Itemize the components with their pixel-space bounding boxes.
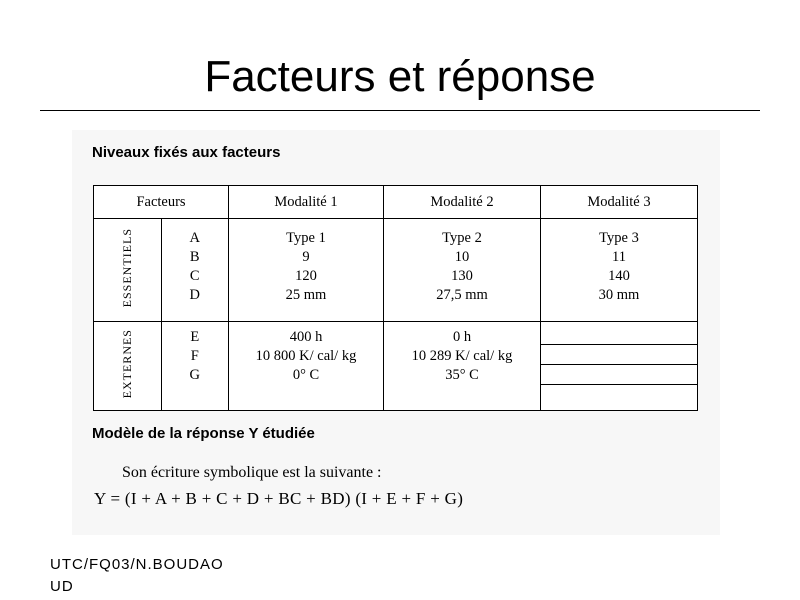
group-label-cell — [94, 219, 162, 322]
modalite-2-cell — [384, 219, 541, 322]
section-heading-model: Modèle de la réponse Y étudiée — [92, 425, 315, 442]
factors-table — [93, 185, 698, 411]
modalite-1-cell — [229, 322, 384, 411]
table-value: 27,5 mm — [436, 287, 488, 303]
factor-letter: G — [189, 367, 200, 383]
table-value: Type 1 — [286, 230, 326, 246]
table-value: 9 — [302, 249, 310, 265]
modalite-3-empty-cell — [541, 322, 698, 411]
empty-row-line — [541, 344, 697, 345]
modalite-3-cell — [541, 219, 698, 322]
table-value: 10 289 K/ cal/ kg — [411, 348, 513, 364]
response-formula: Y = (I + A + B + C + D + BC + BD) (I + E + F + G) — [94, 489, 464, 508]
table-value: 0° C — [292, 367, 320, 383]
table-value: 400 h — [289, 329, 323, 345]
footer-author: UTC/FQ03/N.BOUDAOUD — [50, 556, 224, 595]
table-value: 30 mm — [598, 287, 640, 303]
group-label-externes: EXTERNES — [119, 328, 134, 399]
title-divider — [40, 110, 760, 111]
table-row-externes — [94, 322, 698, 411]
formula-intro: Son écriture symbolique est la suivante : — [122, 464, 382, 481]
table-value: 10 800 K/ cal/ kg — [255, 348, 357, 364]
factor-letter: D — [189, 287, 200, 303]
factor-letter: B — [189, 249, 200, 265]
table-value: 10 — [454, 249, 470, 265]
group-label-essentiels: ESSENTIELS — [119, 227, 134, 308]
factor-letters-cell — [161, 322, 229, 411]
modalite-1-cell — [229, 219, 384, 322]
table-value: 25 mm — [285, 287, 327, 303]
header-modalite-1: Modalité 1 — [229, 186, 384, 219]
factor-letter: A — [189, 230, 200, 246]
table-value: Type 3 — [599, 230, 639, 246]
table-value: 130 — [451, 268, 473, 284]
factor-letter: C — [189, 268, 200, 284]
table-value: 0 h — [452, 329, 472, 345]
factor-letter: E — [190, 329, 200, 345]
table-value: Type 2 — [442, 230, 482, 246]
header-facteurs: Facteurs — [94, 186, 229, 219]
header-modalite-3: Modalité 3 — [541, 186, 698, 219]
empty-row-line — [541, 384, 697, 385]
table-row-essentiels — [94, 219, 698, 322]
header-modalite-2: Modalité 2 — [384, 186, 541, 219]
table-value: 11 — [612, 249, 626, 265]
slide-title: Facteurs et réponse — [204, 52, 596, 101]
factor-letter: F — [190, 348, 199, 364]
section-heading-levels: Niveaux fixés aux facteurs — [92, 144, 281, 161]
modalite-2-cell — [384, 322, 541, 411]
table-header-row — [94, 186, 698, 219]
table-value: 35° C — [445, 367, 479, 383]
table-value: 140 — [608, 268, 630, 284]
factor-letters-cell — [161, 219, 229, 322]
group-label-cell — [94, 322, 162, 411]
table-value: 120 — [295, 268, 317, 284]
empty-row-line — [541, 364, 697, 365]
